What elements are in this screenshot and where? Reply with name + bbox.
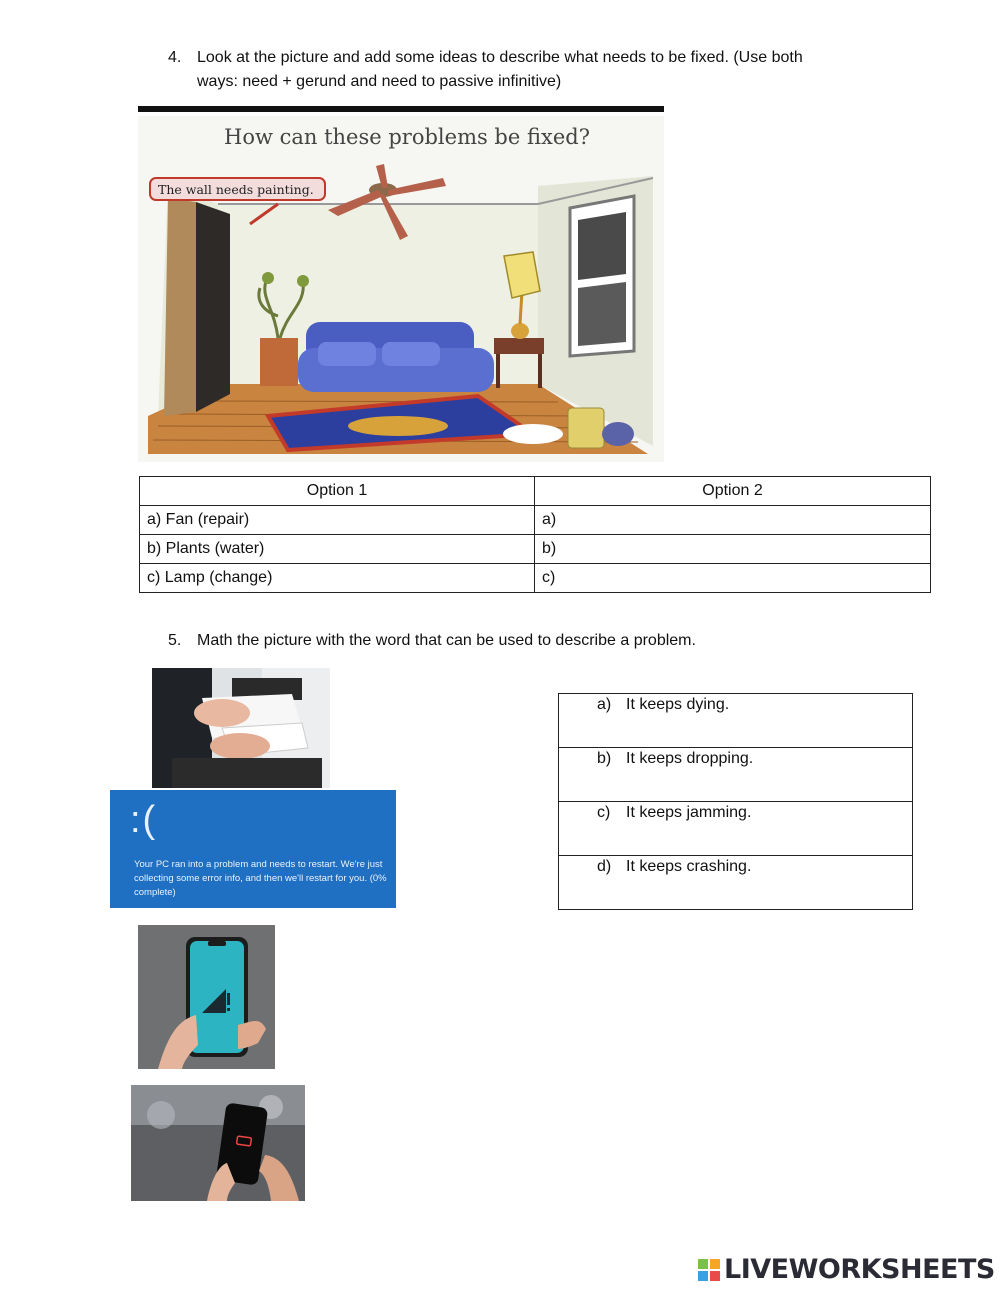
bsod-message: Your PC ran into a problem and needs to restart. We're just collecting some error info, and then we'll restart for you. (0% complete) (134, 859, 387, 898)
question-5-text: Math the picture with the word that can be used to describe a problem. (197, 632, 696, 649)
answer-letter: c) (597, 804, 611, 821)
answer-letter: a) (597, 696, 612, 713)
answer-letter: b) (597, 750, 612, 767)
header-option-2: Option 2 (535, 477, 931, 506)
brand-name: LIVEWORKSHEETS (724, 1254, 995, 1285)
room-example-label: The wall needs painting. (158, 182, 314, 197)
option-2-cell[interactable]: c) (535, 564, 931, 593)
divider-rule (138, 106, 664, 112)
option-1-cell: c) Lamp (change) (140, 564, 535, 593)
answer-text: It keeps crashing. (626, 858, 752, 875)
answer-row[interactable] (559, 748, 912, 802)
option-2-cell[interactable]: a) (535, 506, 931, 535)
table-row (140, 564, 931, 593)
table-row (140, 535, 931, 564)
question-5-number: 5. (168, 632, 182, 649)
no-signal-phone-photo (138, 925, 275, 1069)
room-illustration (138, 116, 664, 462)
answer-options (558, 693, 913, 910)
table-row (140, 506, 931, 535)
header-option-1: Option 1 (140, 477, 535, 506)
answer-text: It keeps jamming. (626, 804, 752, 821)
room-picture-title: How can these problems be fixed? (224, 125, 590, 149)
option-2-cell[interactable]: b) (535, 535, 931, 564)
answer-row[interactable] (559, 694, 912, 748)
question-4-number: 4. (168, 49, 182, 66)
low-battery-phone-photo (131, 1085, 305, 1201)
answer-row[interactable] (559, 802, 912, 856)
table-header-row (140, 477, 931, 506)
option-1-cell: b) Plants (water) (140, 535, 535, 564)
answer-text: It keeps dying. (626, 696, 730, 713)
answer-letter: d) (597, 858, 612, 875)
options-table (139, 476, 931, 593)
option-1-cell: a) Fan (repair) (140, 506, 535, 535)
blue-screen-photo (110, 790, 396, 908)
answer-text: It keeps dropping. (626, 750, 754, 767)
sad-face-icon: :( (130, 799, 158, 841)
answer-row[interactable] (559, 856, 912, 909)
printer-jam-photo (152, 668, 330, 788)
logo-blocks-icon (698, 1259, 720, 1281)
question-4-text: Look at the picture and add some ideas to describe what needs to be fixed. (Use both ways: need + gerund and need to passive infinitive) (197, 49, 803, 90)
